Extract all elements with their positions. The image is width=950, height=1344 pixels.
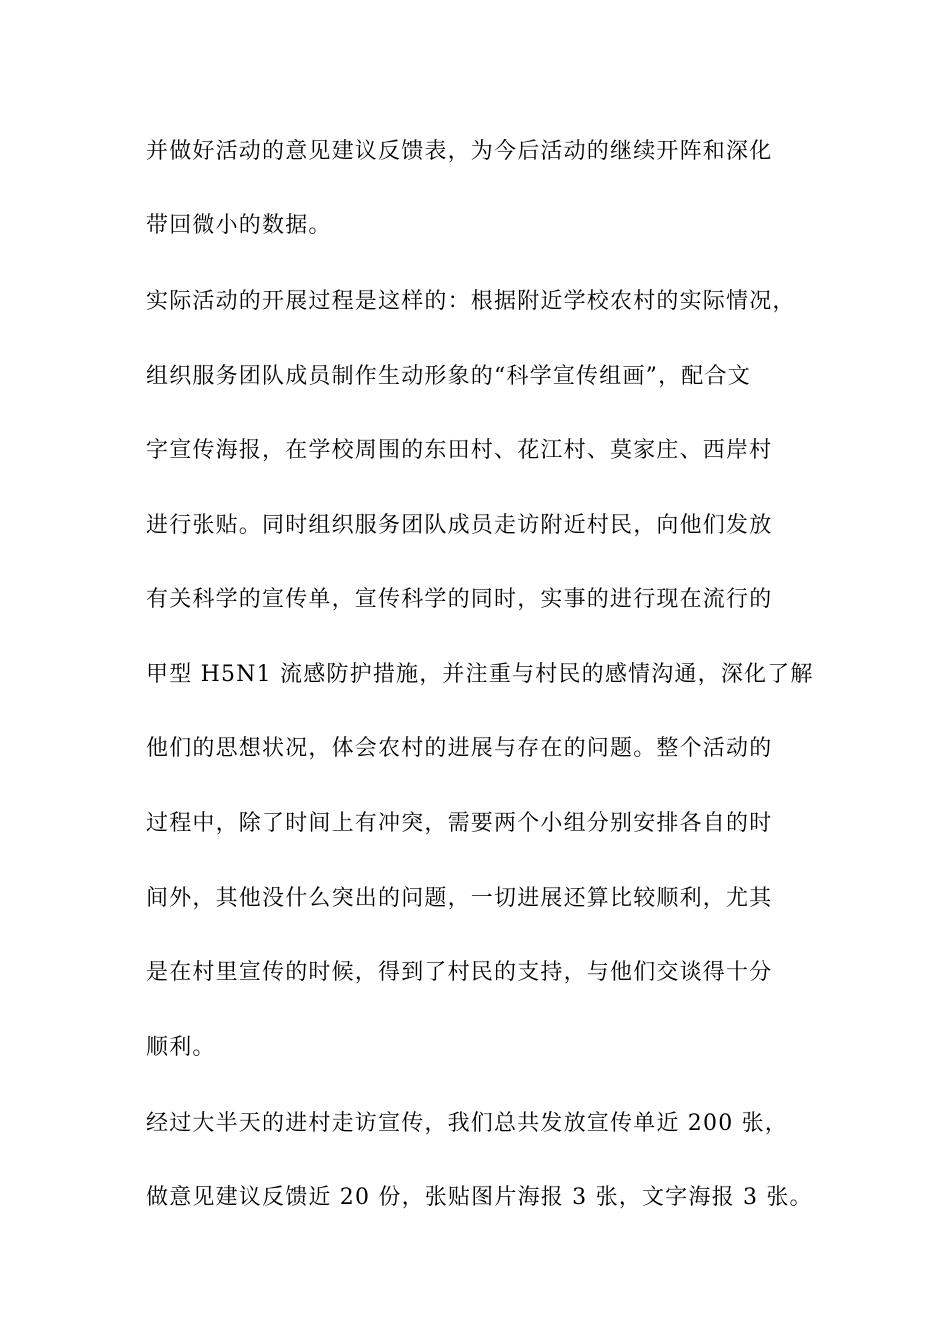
text-line: 过程中，除了时间上有冲突，需要两个小组分别安排各自的时	[146, 811, 773, 836]
text-line: 他们的思想状况，体会农村的进展与存在的问题。整个活动的	[146, 736, 773, 761]
text-line: 有关科学的宣传单，宣传科学的同时，实事的进行现在流行的	[146, 587, 773, 612]
text-line: 带回微小的数据。	[146, 213, 332, 238]
text-line: 间外，其他没什么突出的问题，一切进展还算比较顺利，尤其	[146, 886, 773, 911]
text-line: 字宣传海报，在学校周围的东田村、花江村、莫家庄、西岸村	[146, 438, 773, 463]
text-line: 组织服务团队成员制作生动形象的“科学宣传组画”，配合文	[146, 364, 751, 389]
text-line: 是在村里宣传的时候，得到了村民的支持，与他们交谈得十分	[146, 960, 773, 985]
text-line: 经过大半天的进村走访宣传，我们总共发放宣传单近 200 张，	[146, 1111, 788, 1136]
text-line: 顺利。	[146, 1035, 216, 1060]
text-line: 并做好活动的意见建议反馈表，为今后活动的继续开阵和深化	[146, 139, 773, 164]
text-line: 甲型 H5N1 流感防护措施，并注重与村民的感情沟通，深化了解	[146, 662, 814, 687]
text-line: 做意见建议反馈近 20 份，张贴图片海报 3 张，文字海报 3 张。	[146, 1185, 813, 1210]
text-line: 进行张贴。同时组织服务团队成员走访附近村民，向他们发放	[146, 513, 773, 538]
text-line: 实际活动的开展过程是这样的：根据附近学校农村的实际情况，	[146, 289, 796, 314]
